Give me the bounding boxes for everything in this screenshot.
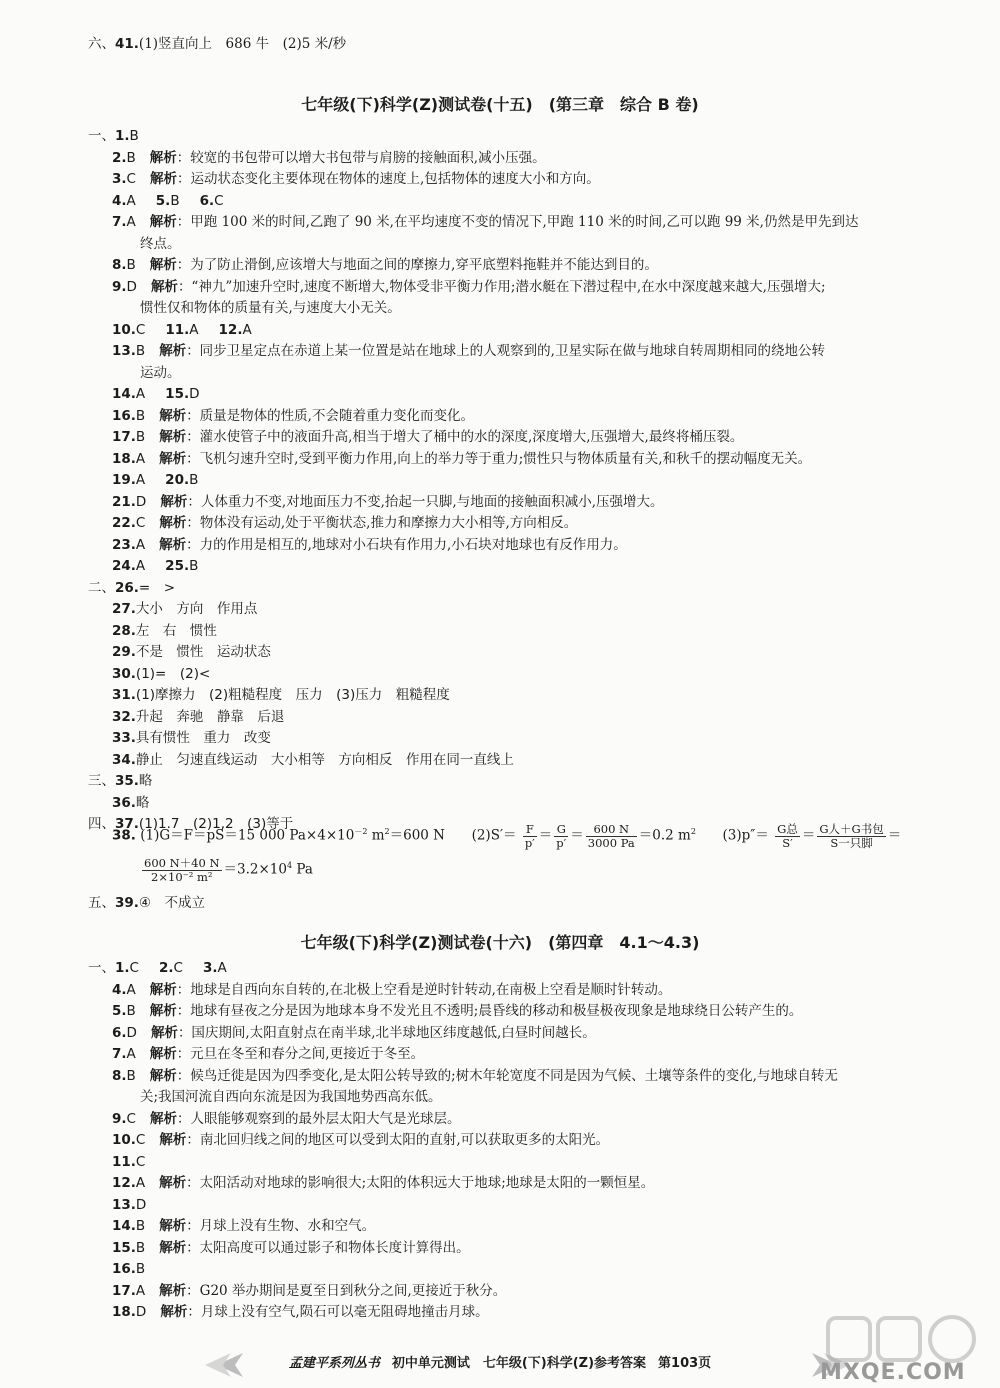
explanation-text: ：地球是自西向东自转的,在北极上空看是逆时针转动,在南极上空看是顺时针转动。 <box>176 981 672 998</box>
question-number: 23. <box>112 536 136 553</box>
answer-line <box>112 599 257 619</box>
answer-choice: B <box>135 407 146 424</box>
answer-line <box>112 513 577 533</box>
explanation-text: ：月球上没有生物、水和空气。 <box>186 1218 376 1234</box>
explanation-label: 解析 <box>159 515 187 531</box>
section-number: 一、 <box>88 128 115 144</box>
question-number: 7. <box>112 214 127 230</box>
answer-line <box>112 492 664 512</box>
explanation-text: ：灌水使管子中的液面升高,相当于增大了桶中的水的深度,深度增大,压强增大,最终将桶压裂。 <box>186 429 744 445</box>
explanation-label: 解析 <box>150 278 178 295</box>
question-number: 6. <box>112 1024 127 1041</box>
answer-line <box>112 535 627 555</box>
explanation-label: 解析 <box>149 1067 177 1084</box>
fraction-g-over-p: $\frac{G}{p'}$ <box>556 821 567 850</box>
explanation-label: 解析 <box>159 343 187 359</box>
answer-choice: A <box>135 536 146 553</box>
question-number: 22. <box>112 515 136 531</box>
answer-choice: B <box>129 128 139 144</box>
answer-choice: (1)1.7 (2)1,2 (3)等于 <box>138 816 294 832</box>
explanation-label: 解析 <box>159 1282 187 1299</box>
answer-line <box>112 793 149 813</box>
answer-line <box>112 750 514 770</box>
answer-38-line2: $\frac{600 N+40 N}{\text{2×10⁻² m²}}$ $=3.2\times 10^4$ Pa <box>144 855 313 884</box>
answer-line <box>112 320 252 340</box>
answer-line <box>140 1087 442 1107</box>
answer-line <box>112 1023 596 1043</box>
question-number: 1. <box>115 128 130 144</box>
explanation-text: ：元旦在冬至和春分之间,更接近于冬至。 <box>176 1046 425 1062</box>
explanation-label: 解析 <box>149 981 177 998</box>
answer-line <box>112 1001 802 1021</box>
question-number: 10. <box>112 1132 136 1148</box>
answer-line <box>140 363 181 383</box>
explanation-label: 解析 <box>149 171 177 187</box>
answer-line <box>112 1281 506 1301</box>
answer-choice: D <box>126 278 137 295</box>
answer-choice: C <box>126 171 136 187</box>
answer-choice: A <box>217 960 227 976</box>
answer-line <box>112 212 858 232</box>
answer-line <box>112 1130 609 1150</box>
answer-line <box>112 707 284 727</box>
answer-choice: C <box>135 321 146 338</box>
answer-line <box>88 126 139 146</box>
explanation-text: ：G20 举办期间是夏至日到秋分之间,更接近于秋分。 <box>186 1282 507 1299</box>
question-number: 18. <box>112 450 136 467</box>
question-number: 2. <box>112 149 127 166</box>
explanation-text: ：候鸟迁徙是因为四季变化,是太阳公转导致的;树木年轮宽度不同是因为气候、土壤等条件的变化,与地球自转无 <box>176 1067 838 1084</box>
question-number: 30. <box>112 665 136 682</box>
answer-choice: (1)摩擦力 (2)粗糙程度 压力 (3)压力 粗糙程度 <box>135 687 450 703</box>
answer-choice: C <box>173 960 183 976</box>
answer-choice: A <box>189 321 199 338</box>
answer-39: 五、39.④ 不成立 <box>88 895 206 911</box>
explanation-text: ：“神九”加速升空时,速度不断增大,物体受非平衡力作用;潜水艇在下潜过程中,在水中深度越来越大,压强增大; <box>177 278 826 295</box>
explanation-label: 解析 <box>149 1110 177 1127</box>
answer-line <box>112 728 271 748</box>
answer-choice: D <box>189 386 200 402</box>
question-number: 3. <box>112 171 127 187</box>
question-number: 16. <box>112 407 136 424</box>
question-number: 11. <box>112 1153 136 1170</box>
question-number: 18. <box>112 1304 136 1320</box>
answer-line <box>112 255 658 275</box>
explanation-label: 解析 <box>159 1175 187 1191</box>
answer-choice: A <box>135 1282 146 1299</box>
explanation-text: ：太阳活动对地球的影响很大;太阳的体积远大于地球;地球是太阳的一颗恒星。 <box>186 1175 655 1191</box>
answer-choice: A <box>242 321 252 338</box>
section-number: 一、 <box>88 960 115 976</box>
answer-line <box>112 470 198 490</box>
answer-choice: 具有惯性 重力 改变 <box>135 730 271 746</box>
answer-choice: A <box>135 386 146 402</box>
answer-line <box>112 1216 375 1236</box>
question-number: 33. <box>112 730 136 746</box>
section-number: 四、 <box>88 816 115 832</box>
explanation-text: ：运动状态变化主要体现在物体的速度上,包括物体的速度大小和方向。 <box>176 171 600 187</box>
answer-choice: B <box>135 1239 146 1256</box>
explanation-text: ：甲跑 100 米的时间,乙跑了 90 米,在平均速度不变的情况下,甲跑 110 米的时间,乙可以跑 99 米,仍然是甲先到达 <box>176 214 859 230</box>
answer-line <box>112 191 224 211</box>
answer-choice: C <box>135 515 146 531</box>
question-number: 28. <box>112 622 136 639</box>
explanation-label: 解析 <box>159 536 187 553</box>
question-number: 3. <box>202 960 218 976</box>
explanation-label: 解析 <box>160 1304 188 1320</box>
fraction-gtotal-over-s: $\frac{\text{G总}}{S'}$ <box>777 821 798 850</box>
answer-choice: B <box>189 472 199 488</box>
question-number: 13. <box>112 1196 136 1213</box>
question-number: 36. <box>112 794 136 811</box>
question-number: 35. <box>115 773 139 789</box>
explanation-label: 解析 <box>149 1003 177 1019</box>
explanation-text: ：质量是物体的性质,不会随着重力变化而变化。 <box>186 407 474 424</box>
answer-choice: D <box>126 1024 137 1041</box>
question-number: 25. <box>165 558 190 574</box>
question-number: 15. <box>165 386 190 402</box>
answer-line <box>112 427 743 447</box>
question-number: 9. <box>112 278 127 295</box>
test16-title: 七年级(下)科学(Z)测试卷(十六) (第四章 4.1～4.3) <box>300 933 700 952</box>
answer-choice: C <box>129 960 139 976</box>
explanation-text: ：太阳高度可以通过影子和物体长度计算得出。 <box>186 1239 470 1256</box>
answer-choice: B <box>126 1003 136 1019</box>
answer-continuation: 终点。 <box>140 235 181 252</box>
answer-choice: C <box>126 1110 136 1127</box>
answer-choice: A <box>135 472 146 488</box>
answer-choice: C <box>135 1132 146 1148</box>
answer-choice: D <box>135 1304 147 1320</box>
answer-line <box>112 621 217 641</box>
answer-continuation: 运动。 <box>140 364 181 381</box>
answer-line <box>88 578 175 598</box>
answer-line <box>112 1259 145 1279</box>
question-number: 6. <box>199 192 215 209</box>
fraction-gperson-plus-gbag: $\frac{\text{G人＋G书包}}{\text{S一只脚}}$ <box>819 821 884 850</box>
answer-choice: B <box>135 429 146 445</box>
question-number: 13. <box>112 343 136 359</box>
question-number: 17. <box>112 429 136 445</box>
answer-line <box>112 1195 146 1215</box>
answer-choice: B <box>126 149 136 166</box>
answer-line <box>112 449 811 469</box>
answer-line <box>112 556 198 576</box>
explanation-text: ：为了防止滑倒,应该增大与地面之间的摩擦力,穿平底塑料拖鞋并不能达到目的。 <box>176 257 658 273</box>
answer-line <box>112 1173 654 1193</box>
answer-choice: B <box>135 1261 146 1277</box>
answer-line <box>112 169 600 189</box>
explanation-text: ：月球上没有空气,陨石可以毫无阻碍地撞击月球。 <box>187 1304 489 1320</box>
answer-choice: 大小 方向 作用点 <box>135 601 258 617</box>
answer-choice: D <box>135 1196 147 1213</box>
answer-choice: A <box>126 981 136 998</box>
explanation-text: ：同步卫星定点在赤道上某一位置是站在地球上的人观察到的,卫星实际在做与地球自转周期相同的绕地公转 <box>186 343 825 359</box>
explanation-text: ：人体重力不变,对地面压力不变,抬起一只脚,与地面的接触面积减小,压强增大。 <box>187 493 664 510</box>
answer-line <box>112 1152 145 1172</box>
answer-choice: 不是 惯性 运动状态 <box>135 644 271 660</box>
explanation-text: ：国庆期间,太阳直射点在南半球,北半球地区纬度越低,白昼时间越长。 <box>177 1024 596 1041</box>
question-number: 34. <box>112 751 136 768</box>
question-number: 37. <box>115 816 139 832</box>
question-number: 10. <box>112 321 136 338</box>
question-number: 7. <box>112 1046 127 1062</box>
answer-choice: B <box>170 192 180 209</box>
answer-line <box>140 234 181 254</box>
fraction-600n-over-3000pa: $\frac{600 N}{3000 Pa}$ <box>587 821 635 850</box>
explanation-label: 解析 <box>149 257 177 273</box>
answer-choice: B <box>135 1218 146 1234</box>
fraction-640n-over-area: $\frac{600 N+40 N}{\text{2×10⁻² m²}}$ <box>144 855 220 884</box>
explanation-label: 解析 <box>149 149 177 166</box>
answer-choice: 升起 奔驰 静靠 后退 <box>135 708 285 725</box>
explanation-text: ：力的作用是相互的,地球对小石块有作用力,小石块对地球也有反作用力。 <box>186 536 627 553</box>
explanation-label: 解析 <box>160 493 188 510</box>
watermark-text: MXQE.COM <box>820 1360 966 1385</box>
explanation-label: 解析 <box>159 1239 187 1256</box>
explanation-text: ：物体没有运动,处于平衡状态,推力和摩擦力大小相等,方向相反。 <box>186 515 578 531</box>
answer-line <box>88 958 227 978</box>
answer-choice: A <box>126 214 136 230</box>
question-number: 8. <box>112 1067 127 1084</box>
answer-line <box>140 298 401 318</box>
answer-choice: 略 <box>135 794 150 811</box>
question-number: 27. <box>112 601 136 617</box>
question-number: 5. <box>112 1003 127 1019</box>
answer-choice: A <box>126 1046 136 1062</box>
answer-line <box>112 980 671 1000</box>
answer-choice: A <box>135 450 146 467</box>
question-number: 29. <box>112 644 136 660</box>
fraction-f-over-p: $\frac{F}{p'}$ <box>524 821 535 850</box>
explanation-text: ：飞机匀速升空时,受到平衡力作用,向上的举力等于重力;惯性只与物体质量有关,和秋千的摆动幅度无关。 <box>186 450 812 467</box>
answer-line <box>112 277 826 297</box>
section-number: 三、 <box>88 773 115 789</box>
question-number: 32. <box>112 708 136 725</box>
explanation-label: 解析 <box>149 1046 177 1062</box>
answer-continuation: 惯性仅和物体的质量有关,与速度大小无关。 <box>140 300 401 316</box>
explanation-label: 解析 <box>159 429 187 445</box>
question-number: 31. <box>112 687 136 703</box>
explanation-label: 解析 <box>159 1218 187 1234</box>
answer-choice: B <box>126 1067 136 1084</box>
question-number: 4. <box>112 981 127 998</box>
question-number: 1. <box>115 960 130 976</box>
explanation-label: 解析 <box>159 450 187 467</box>
answer-choice: D <box>135 493 147 510</box>
question-number: 12. <box>218 321 243 338</box>
question-number: 19. <box>112 472 136 488</box>
answer-choice: 左 右 惯性 <box>135 622 217 639</box>
explanation-text: ：人眼能够观察到的最外层太阳大气是光球层。 <box>176 1110 461 1127</box>
section-number: 二、 <box>88 579 115 596</box>
answer-choice: 静止 匀速直线运动 大小相等 方向相反 作用在同一直线上 <box>135 751 514 768</box>
answer-choice: (1)= (2)< <box>135 665 211 682</box>
answer-line <box>112 1238 470 1258</box>
question-number: 8. <box>112 257 127 273</box>
answer-line <box>112 642 271 662</box>
answer-line <box>112 1044 424 1064</box>
answer-line <box>112 341 825 361</box>
explanation-text: ：地球有昼夜之分是因为地球本身不发光且不透明;晨昏线的移动和极昼极夜现象是地球绕日公转产生的。 <box>176 1003 803 1019</box>
question-number: 4. <box>112 192 127 209</box>
question-number: 11. <box>165 321 190 338</box>
page-footer: 孟建平系列丛书 初中单元测试 七年级(下)科学(Z)参考答案 第103页 <box>288 1356 712 1371</box>
question-number: 14. <box>112 1218 136 1234</box>
answer-continuation: 关;我国河流自西向东流是因为我国地势西高东低。 <box>140 1089 442 1105</box>
explanation-text: ：较宽的书包带可以增大书包带与肩膀的接触面积,减小压强。 <box>176 149 546 166</box>
answer-choice: B <box>135 343 146 359</box>
answer-line <box>112 1302 489 1322</box>
answer-choice: 略 <box>138 773 153 789</box>
answer-line <box>112 1066 838 1086</box>
answer-line-41: 六、41.(1)竖直向上 686 牛 (2)5 米/秒 <box>88 36 347 52</box>
explanation-label: 解析 <box>159 1132 187 1148</box>
answer-choice: C <box>214 192 224 209</box>
question-number: 17. <box>112 1282 136 1299</box>
question-number: 26. <box>115 579 139 596</box>
question-number: 21. <box>112 493 136 510</box>
answer-line <box>112 664 210 684</box>
answer-choice: A <box>126 192 136 209</box>
answer-line <box>112 685 450 705</box>
answer-choice: B <box>189 558 199 574</box>
question-number: 9. <box>112 1110 127 1127</box>
question-number: 12. <box>112 1175 136 1191</box>
question-number: 20. <box>165 472 190 488</box>
answer-line <box>112 148 546 168</box>
answer-choice: B <box>126 257 136 273</box>
answer-choice: = > <box>138 579 176 596</box>
explanation-text: ：南北回归线之间的地区可以受到太阳的直射,可以获取更多的太阳光。 <box>186 1132 610 1148</box>
test15-title: 七年级(下)科学(Z)测试卷(十五) (第三章 综合 B 卷) <box>301 95 699 114</box>
question-number: 15. <box>112 1239 136 1256</box>
question-number: 14. <box>112 386 136 402</box>
answer-choice: A <box>135 1175 146 1191</box>
explanation-label: 解析 <box>150 1024 178 1041</box>
answer-line <box>112 1109 460 1129</box>
answer-choice: A <box>135 558 146 574</box>
answer-line <box>112 406 474 426</box>
question-number: 5. <box>155 192 171 209</box>
question-number: 2. <box>158 960 174 976</box>
answer-line <box>88 771 152 791</box>
answer-line <box>112 384 200 404</box>
question-number: 16. <box>112 1261 136 1277</box>
explanation-label: 解析 <box>149 214 177 230</box>
answer-38: 38. (1)G＝F＝pS＝15 000 $Pa\times 4\times 10^{-2}$ $m^2=600$ N (2)S′＝ $\frac{F}{p'}$ ＝ $\frac{G}{p'}$ ＝ $\frac{600 N}{3000 Pa}$ ＝0.2 $m^2$ (3)p″＝ $\frac{\text{G总}}{S'}$ ＝ $\frac{\text{G人＋G书包}}{\text{S一只脚}}$ ＝ <box>112 821 902 850</box>
question-number: 24. <box>112 558 136 574</box>
explanation-label: 解析 <box>159 407 187 424</box>
answer-choice: C <box>135 1153 146 1170</box>
